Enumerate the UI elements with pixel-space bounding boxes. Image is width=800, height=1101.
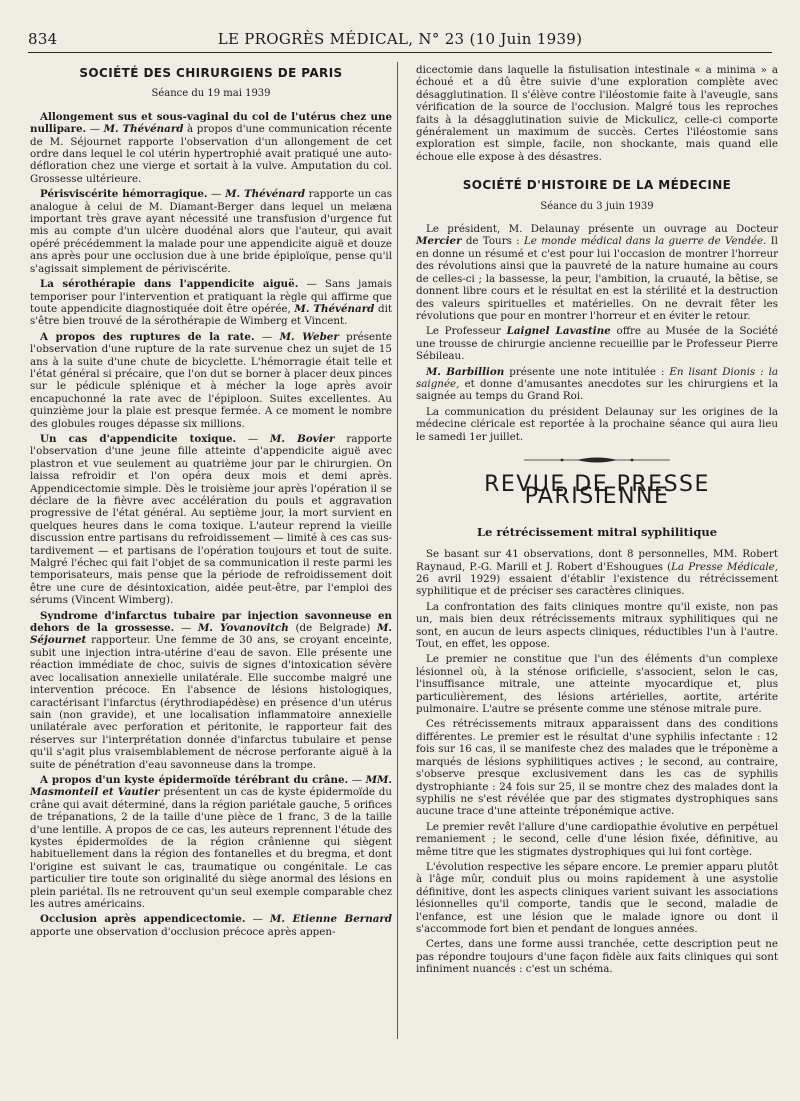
- minutes-paragraph: [416, 223, 778, 322]
- article-text: 26 avril 1929) essaient d'établir l'existence du rétrécissement syphilitique et de préciser ses caractères cliniques.: [416, 573, 778, 598]
- article-paragraph: Ces rétrécissements mitraux apparaissent dans des conditions différentes. Le premier est le résultat d'une syphilis infectante : 12 fois sur 16 cas, il se manifeste chez des malades que le tréponème a marqués de lésions syphilitiques actives ; le second, au contraire, s'observe presque exclusivement dans les cas de syphilis dystrophiante : 24 fois sur 25, il se montre chez des malades dont la syphilis ne s'est révélée que par des stigmates dystrophiques sans aucune trace d'une atteinte tréponémique active.: [416, 718, 778, 818]
- abstract-author: MM. Masmonteil et Vautier: [30, 773, 393, 799]
- note-title: En lisant Dionis : la saignée,: [416, 365, 779, 390]
- abstract-text: rapporteur. Une femme de 30 ans, se croyant enceinte, subit une injection intra-utérine d'eau de savon. Elle présente une réaction immédiate de choc, suivis de signes d'intoxication sévère avec localisation annexielle unilatérale. Elle succombe malgré une intervention précoce. En l'absence de lésions histologiques, caractérisant l'infarctus (érythrodiapédèse) en présence d'un utérus sain (non gravide), et une localisation inflammatoire annexielle unilatérale avec perforation et péritonite, le rapporteur fait des réserves sur l'interprétation donnée d'infarctus tubulaire et pense qu'il s'agit plus vraisemblablement de nécrose perforante aiguë à la suite de pénétration d'eau savonneuse dans la trompe.: [30, 634, 393, 771]
- minutes-paragraph: [416, 325, 778, 362]
- page-number: 834: [28, 30, 58, 48]
- article-title: Le rétrécissement mitral syphilitique: [476, 524, 718, 539]
- abstract-title: La sérothérapie dans l'appendicite aiguë.: [40, 278, 299, 291]
- society-heading: SOCIÉTÉ D'HISTOIRE DE LA MÉDECINE: [462, 178, 732, 193]
- abstract-author: M. Bovier: [270, 432, 335, 445]
- ornament-divider: [416, 455, 778, 465]
- seance-date: Séance du 19 mai 1939: [151, 88, 271, 100]
- minutes-text: présente une note intitulée :: [509, 365, 665, 378]
- left-column: [30, 64, 392, 941]
- abstract-author: M. Etienne Bernard: [270, 913, 392, 926]
- minutes-paragraph: La communication du président Delaunay sur les origines de la médecine cléricale est reportée à la prochaine séance qui aura lieu le samedi 1er juillet.: [416, 405, 778, 443]
- seance-date: Séance du 3 juin 1939: [540, 200, 654, 212]
- minutes-text: et donne d'amusantes anecdotes sur les chirurgiens et la saignée au temps du Grand Roi.: [416, 377, 778, 403]
- column-divider: [397, 62, 398, 1039]
- abstract-text: à propos d'une communication récente de M. Séjournet rapporte l'observation d'un allongement de cet ordre dans lequel le col utérin hypertrophié avait pratiqué une auto-défloration chez une vierge et sortait à la vulve. Amputation du col. Grossesse ultérieure.: [30, 123, 392, 185]
- society-heading: SOCIÉTÉ DES CHIRURGIENS DE PARIS: [79, 66, 343, 80]
- abstract-title: A propos d'un kyste épidermoïde térébrant du crâne.: [40, 773, 349, 786]
- article-paragraph: [416, 548, 778, 598]
- abstract-text: apporte une observation d'occlusion précoce après appen-: [30, 925, 336, 938]
- minutes-author: M. Barbillion: [426, 365, 505, 378]
- minutes-text: de Tours :: [465, 235, 520, 248]
- minutes-text: Il en donne un résumé et c'est pour lui l'occasion de montrer l'horreur des révolutions ainsi que la pauvreté de la nature humaine au cours de celles-ci ; la bassesse, la peur, l'ambition, la cruauté, la bêtise, se donnent libre cours et le résultat en est la stérilité et la destruction des valeurs spirituelles et matérielles. On ne devrait fêter les révolutions que pour en montrer l'horreur et en éviter le retour.: [416, 235, 778, 322]
- abstract-title: Syndrome d'infarctus tubaire par injection savonneuse en dehors de la grossesse.: [30, 609, 392, 635]
- abstract-paragraph: Allongement sus et sous-vaginal du col de l'utérus chez une nullipare. — M. Thévénard à propos d'une communication récente de M. Séjournet rapporte l'observation d'un allongement de cet ordre dans lequel le col utérin hypertrophié avait pratiqué une auto-défloration chez une vierge et sortait à la vulve. Amputation du col. Grossesse ultérieure.: [30, 110, 392, 185]
- article-paragraph: Certes, dans une forme aussi tranchée, cette description peut ne pas répondre toujours d'une façon fidèle aux faits cliniques qui sont infiniment nuancés : c'est un schéma.: [416, 938, 778, 976]
- running-head: [28, 30, 772, 48]
- running-title: LE PROGRÈS MÉDICAL, N° 23 (10 Juin 1939): [217, 30, 583, 48]
- abstract-text: dit s'être bien trouvé de la sérothérapie de Wimberg et Vincent.: [30, 302, 393, 328]
- article-paragraph: Le premier ne constitue que l'un des éléments d'un complexe lésionnel où, à la sténose orificielle, s'associent, selon le cas, l'insuffisance mitrale, une atteinte myocardique et, plus particulièrement, des lésions artérielles, aortite, artérite pulmonaire. L'autre se présente comme une sténose mitrale pure.: [416, 653, 778, 716]
- right-column: [416, 64, 778, 979]
- abstract-paragraph: Syndrome d'infarctus tubaire par injection savonneuse en dehors de la grossesse. — M. Yovanovitch (de Belgrade) M. Séjournet rapporteur. Une femme de 30 ans, se croyant enceinte, subit une injection intra-utérine d'eau de savon. Elle présente une réaction immédiate de choc, suivis de signes d'intoxication sévère avec localisation annexielle unilatérale. Elle succombe malgré une intervention précoce. En l'absence de lésions histologiques, caractérisant l'infarctus (érythrodiapédèse) en présence d'un utérus sain (non gravide), et une localisation inflammatoire annexielle unilatérale avec perforation et péritonite, le rapporteur fait des réserves sur l'interprétation donnée d'infarctus tubulaire et pense qu'il s'agit plus vraisemblablement de nécrose perforante aiguë à la suite de pénétration d'eau savonneuse dans la trompe.: [30, 609, 393, 771]
- minutes-author: Laignel Lavastine: [506, 325, 611, 338]
- header-rule: [28, 52, 772, 53]
- abstract-text: rapporte l'observation d'une jeune fille atteinte d'appendicite aiguë avec plastron et vue seulement au quatrième jour par le chirurgien. On laissa refroidir et l'on opéra deux mois et demi après. Appendicectomie simple. Dès le troisième jour après l'opération il se déclare de la fièvre avec accélération du pouls et aggravation progressive de l'état général. Au septième jour, la mort survient en quelques heures dans le coma toxique. L'auteur reprend la vieille discussion entre partisans du refroidissement — limité à ces cas sus-tardivement — et partisans de l'opération toujours et tout de suite. Malgré l'échec qui fait l'objet de sa communication il reste parmi les temporisateurs, mais pense que la période de refroidissement doit être une cure de désintoxication, aidée peut-être, par l'emploi des sérums (Vincent Wimberg).: [30, 432, 392, 607]
- abstract-paragraph: Occlusion après appendicectomie. — M. Etienne Bernard apporte une observation d'occlusion précoce après appen-: [30, 913, 392, 938]
- article-paragraph: L'évolution respective les sépare encore. Le premier apparu plutôt à l'âge mûr, conduit plus ou moins rapidement à une asystolie définitive, dont les aspects cliniques varient suivant les associations lésionnelles qu'il comporte, tandis que le second, maladie de l'enfance, est une lésion que le malade ignore ou dont il s'accommode fort bien et pendant de longues années.: [416, 860, 778, 935]
- abstract-text: présente l'observation d'une rupture de la rate survenue chez un sujet de 15 ans à la suite d'une chute de bicyclette. L'hémorragie était telle et l'état général si précaire, que l'on dut se borner à placer deux pinces sur le pédicule splénique et à mécher la loge après avoir encapuchonné la rate avec de l'épiploon. Suites excellentes. Au quinzième jour la plaie est presque fermée. A ce moment le nombre des globules rouges dépasse six millions.: [30, 330, 392, 430]
- abstract-paragraph: Un cas d'appendicite toxique. — M. Bovier rapporte l'observation d'une jeune fille atteinte d'appendicite aiguë avec plastron et vue seulement au quatrième jour par le chirurgien. On laissa refroidir et l'on opéra deux mois et demi après. Appendicectomie simple. Dès le troisième jour après l'opération il se déclare de la fièvre avec accélération du pouls et aggravation progressive de l'état général. Au septième jour, la mort survient en quelques heures dans le coma toxique. L'auteur reprend la vieille discussion entre partisans du refroidissement — limité à ces cas sus-tardivement — et partisans de l'opération toujours et tout de suite. Malgré l'échec qui fait l'objet de sa communication il reste parmi les temporisateurs, mais pense que la période de refroidissement doit être une cure de désintoxication, aidée peut-être, par l'emploi des sérums (Vincent Wimberg).: [30, 432, 392, 607]
- minutes-author: Mercier: [416, 235, 462, 248]
- abstract-author: M. Yovanovitch: [197, 622, 289, 635]
- abstract-paragraph: Périsviscérite hémorragique. — M. Thévénard rapporte un cas analogue à celui de M. Diamant-Berger dans lequel un melæna important très grave ayant nécessité une transfusion d'urgence fut mis au compte d'un ulcère duodénal alors que l'auteur, qui avait opéré précédemment la malade pour une appendicite aiguë et douze ans après pour une occlusion due à une bride épiploïque, pense qu'il s'agissait simplement de périviscérite.: [30, 188, 392, 275]
- abstract-text: (de Belgrade): [295, 622, 371, 635]
- abstract-author: M. Thévénard: [294, 302, 375, 315]
- section-heading: REVUE DE PRESSE PARISIENNE: [484, 471, 710, 510]
- abstract-author: M. Thévénard: [103, 123, 184, 136]
- minutes-text: offre au Musée de la Société une trousse de chirurgie ancienne recueillie par le Professeur Pierre Sébileau.: [416, 325, 778, 363]
- abstract-title: Périsviscérite hémorragique.: [40, 188, 208, 201]
- minutes-text: Le Professeur: [426, 325, 501, 338]
- abstract-paragraph: La sérothérapie dans l'appendicite aiguë. — Sans jamais temporiser pour l'intervention et pratiquant la règle qui affirme que toute appendicite diagnostiquée doit être opérée, M. Thévénard dit s'être bien trouvé de la sérothérapie de Wimberg et Vincent.: [30, 278, 393, 328]
- abstract-text: rapporte un cas analogue à celui de M. Diamant-Berger dans lequel un melæna important très grave ayant nécessité une transfusion d'urgence fut mis au compte d'un ulcère duodénal alors que l'auteur, qui avait opéré précédemment la malade pour une appendicite aiguë et douze ans après pour une occlusion due à une bride épiploïque, pense qu'il s'agissait simplement de périviscérite.: [30, 188, 392, 275]
- article-paragraph: La confrontation des faits cliniques montre qu'il existe, non pas un, mais bien deux rétrécissements mitraux syphilitiques qui ne sont, en aucun de leurs aspects cliniques, réductibles l'un à l'autre. Tout, en effet, les oppose.: [416, 600, 778, 651]
- abstract-author: M. Weber: [279, 330, 339, 343]
- abstract-title: A propos des ruptures de la rate.: [40, 330, 255, 343]
- abstract-author: M. Séjournet: [30, 622, 392, 647]
- abstract-title: Allongement sus et sous-vaginal du col de l'utérus chez une nullipare.: [30, 110, 392, 136]
- abstract-author: M. Thévénard: [225, 188, 306, 201]
- minutes-paragraph: [416, 366, 778, 403]
- abstract-title: Occlusion après appendicectomie.: [40, 913, 246, 926]
- abstract-paragraph: A propos d'un kyste épidermoïde térébrant du crâne. — MM. Masmonteil et Vautier présentent un cas de kyste épidermoïde du crâne qui avait déterminé, dans la région pariétale gauche, 5 orifices de trépanations, 2 de la taille d'une pièce de 1 franc, 3 de la taille d'une lentille. A propos de ce cas, les auteurs reprennent l'étude des kystes épidermoïdes de la région crânienne qui siègent habituellement dans la région des fontanelles et du bregma, et dont l'origine est suivant le cas, traumatique ou congénitale. Le cas particulier tire toute son originalité du siège anormal des lésions en plein pariétal. Ils ne retrouvent qu'un seul exemple comparable chez les autres américains.: [30, 773, 393, 910]
- article-text: Se basant sur 41 observations, dont 8 personnelles, MM. Robert Raynaud, P.-G. Marill et J. Robert d'Eshougues (: [416, 548, 778, 573]
- continued-paragraph: dicectomie dans laquelle la fistulisation intestinale « a minima » a échoué et a dû être suivie d'une exploration complète avec désagglutination. Il s'élève contre l'iléostomie faite à l'aveugle, sans vérification de la source de l'occlusion. Malgré tous les reproches faits à la désagglutination suivie de Mickulicz, celle-ci comporte généralement un maximum de succès. Certes l'iléostomie sans exploration est simple, facile, non shockante, mais quand elle échoue elle expose à des désastres.: [416, 64, 778, 163]
- abstract-text: présentent un cas de kyste épidermoïde du crâne qui avait déterminé, dans la région pariétale gauche, 5 orifices de trépanations, 2 de la taille d'une pièce de 1 franc, 3 de la taille d'une lentille. A propos de ce cas, les auteurs reprennent l'étude des kystes épidermoïdes de la région crânienne qui siègent habituellement dans la région des fontanelles et du bregma, et dont l'origine est suivant le cas, traumatique ou congénitale. Le cas particulier tire toute son originalité du siège anormal des lésions en plein pariétal. Ils ne retrouvent qu'un seul exemple comparable chez les autres américains.: [30, 786, 392, 910]
- abstract-title: Un cas d'appendicite toxique.: [40, 432, 237, 445]
- abstract-paragraph: A propos des ruptures de la rate. — M. Weber présente l'observation d'une rupture de la rate survenue chez un sujet de 15 ans à la suite d'une chute de bicyclette. L'hémorragie était telle et l'état général si précaire, que l'on dut se borner à placer deux pinces sur le pédicule splénique et à mécher la loge après avoir encapuchonné la rate avec de l'épiploon. Suites excellentes. Au quinzième jour la plaie est presque fermée. A ce moment le nombre des globules rouges dépasse six millions.: [30, 330, 392, 430]
- minutes-text: Le président, M. Delaunay présente un ouvrage au Docteur: [426, 223, 778, 236]
- journal-name: La Presse Médicale,: [671, 560, 779, 573]
- book-title: Le monde médical dans la guerre de Vendée.: [523, 235, 767, 248]
- article-paragraph: Le premier revêt l'allure d'une cardiopathie évolutive en perpétuel remaniement ; le second, celle d'une lésion fixée, définitive, au même titre que les stigmates dystrophiques qui lui font cortège.: [416, 820, 778, 858]
- abstract-text: Sans jamais temporiser pour l'intervention et pratiquant la règle qui affirme que toute appendicite diagnostiquée doit être opérée,: [30, 278, 392, 315]
